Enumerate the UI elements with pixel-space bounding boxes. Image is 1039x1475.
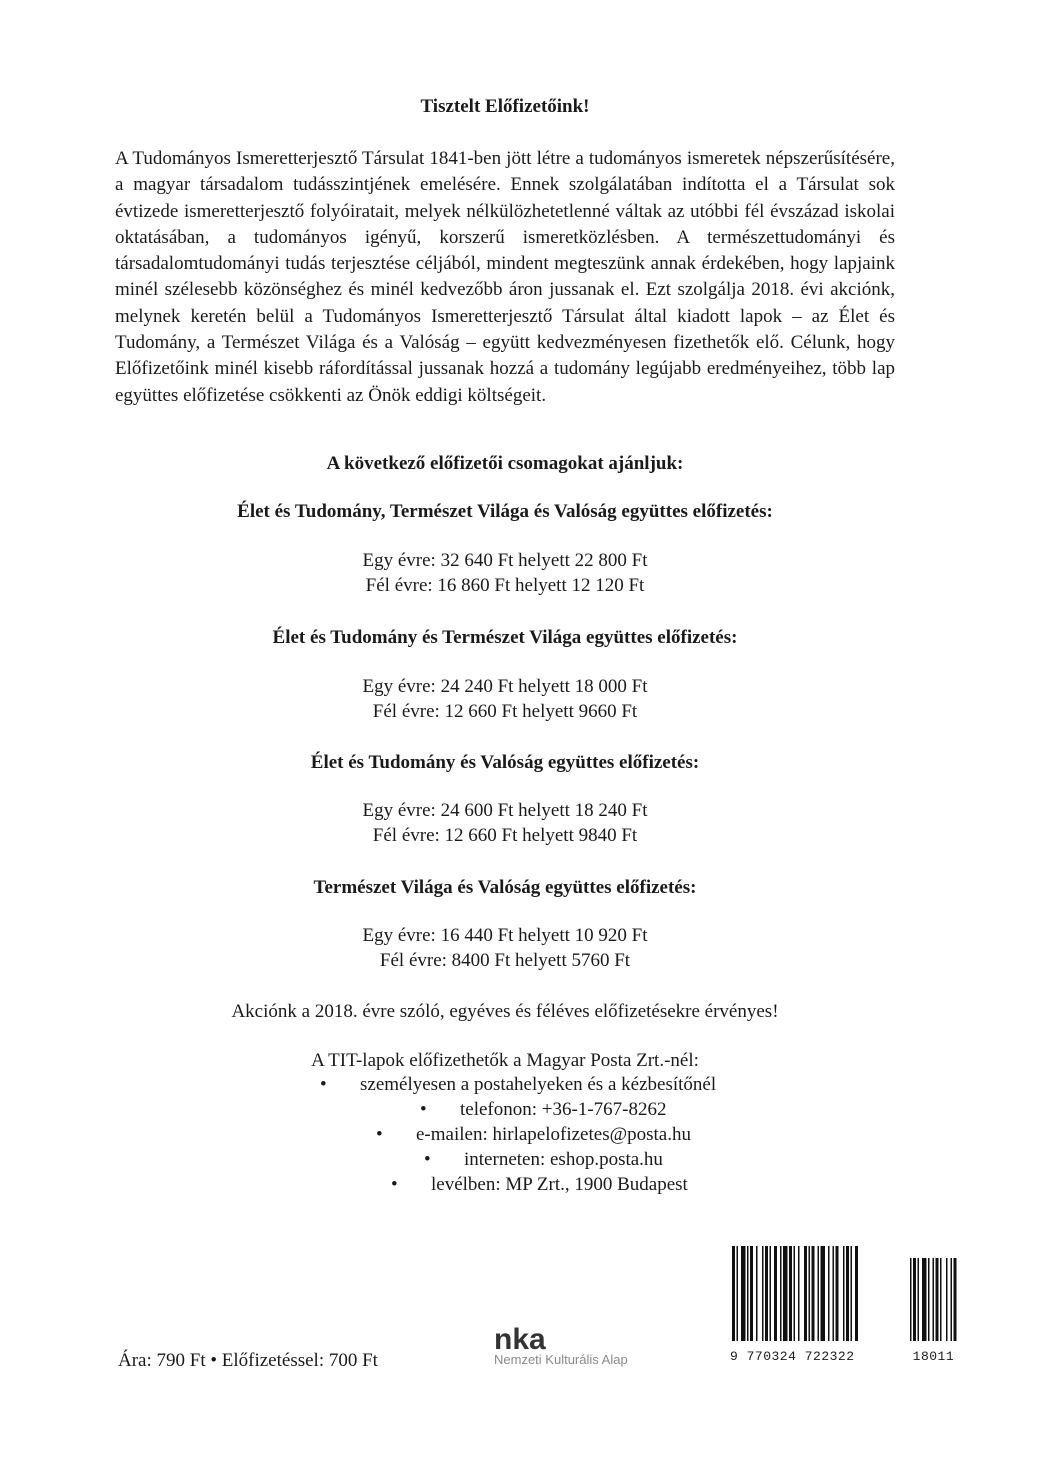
bullet-icon: • bbox=[376, 1124, 383, 1145]
subscribe-intro: A TIT-lapok előfizethetők a Magyar Posta Zrt.-nél: bbox=[311, 1050, 699, 1071]
bullet-icon: • bbox=[320, 1074, 327, 1095]
subscribe-option: • levélben: MP Zrt., 1900 Budapest bbox=[391, 1174, 688, 1195]
bullet-icon: • bbox=[420, 1099, 427, 1120]
subscribe-option: • telefonon: +36-1-767-8262 bbox=[420, 1099, 667, 1120]
package-year-price: Egy évre: 24 240 Ft helyett 18 000 Ft bbox=[362, 676, 648, 697]
barcode-number: 9 770324 722322 18011 bbox=[730, 1349, 955, 1364]
package-title: Természet Világa és Valóság együttes előfizetés: bbox=[313, 877, 697, 898]
package-half-year-price: Fél évre: 12 660 Ft helyett 9660 Ft bbox=[372, 701, 638, 722]
package-title: Élet és Tudomány, Természet Világa és Valóság együttes előfizetés: bbox=[237, 501, 773, 522]
greeting-heading: Tisztelt Előfizetőink! bbox=[420, 96, 590, 117]
package-title: Élet és Tudomány és Természet Világa együttes előfizetés: bbox=[272, 627, 738, 648]
subscribe-option: • e-mailen: hirlapelofizetes@posta.hu bbox=[376, 1124, 691, 1145]
package-year-price: Egy évre: 16 440 Ft helyett 10 920 Ft bbox=[362, 925, 648, 946]
package-half-year-price: Fél évre: 16 860 Ft helyett 12 120 Ft bbox=[365, 575, 645, 596]
intro-paragraph: A Tudományos Ismeretterjesztő Társulat 1841-ben jött létre a tudományos ismeretek népszerűsítésére, a magyar társadalom tudásszintjének emelésére. Ennek szolgálatában indította el a Társulat sok évtizede ismeretterjesztő folyóiratait, melyek nélkülözhetetlenné váltak az utóbbi fél évszázad iskolai oktatásában, a tudományos igényű, korszerű ismeretközlésben. A természettudományi és társadalomtudományi tudás terjesztése céljából, mindent megteszünk annak érdekében, hogy lapjaink minél szélesebb közönséghez és minél kedvezőbb áron jussanak el. Ezt szolgálja 2018. évi akciónk, melynek keretén belül a Tudományos Ismeretterjesztő Társulat által kiadott lapok – az Élet és Tudomány, a Természet Világa és a Valóság – együtt kedvezményesen fizethetők elő. Célunk, hogy Előfizetőink minél kisebb ráfordítással jussanak hozzá a tudomány legújabb eredményeihez, több lap együttes előfizetése csökkenti az Önök eddigi költségeit. bbox=[115, 148, 895, 406]
barcode-icon bbox=[732, 1246, 962, 1341]
svg-text:nka: nka bbox=[494, 1323, 546, 1356]
price-line: Ára: 790 Ft • Előfizetéssel: 700 Ft bbox=[118, 1350, 378, 1371]
offer-heading: A következő előfizetői csomagokat ajánljuk: bbox=[326, 453, 684, 474]
package-half-year-price: Fél évre: 8400 Ft helyett 5760 Ft bbox=[379, 950, 631, 971]
validity-note: Akciónk a 2018. évre szóló, egyéves és féléves előfizetésekre érvényes! bbox=[231, 1001, 779, 1022]
logo-caption: Nemzeti Kulturális Alap bbox=[494, 1352, 628, 1367]
bullet-icon: • bbox=[391, 1174, 398, 1195]
subscribe-option: • személyesen a postahelyeken és a kézbesítőnél bbox=[320, 1074, 717, 1095]
subscribe-option: • interneten: eshop.posta.hu bbox=[424, 1149, 663, 1170]
package-half-year-price: Fél évre: 12 660 Ft helyett 9840 Ft bbox=[372, 825, 638, 846]
package-year-price: Egy évre: 32 640 Ft helyett 22 800 Ft bbox=[362, 550, 648, 571]
package-year-price: Egy évre: 24 600 Ft helyett 18 240 Ft bbox=[362, 800, 648, 821]
bullet-icon: • bbox=[424, 1149, 431, 1170]
package-title: Élet és Tudomány és Valóság együttes előfizetés: bbox=[310, 752, 700, 773]
